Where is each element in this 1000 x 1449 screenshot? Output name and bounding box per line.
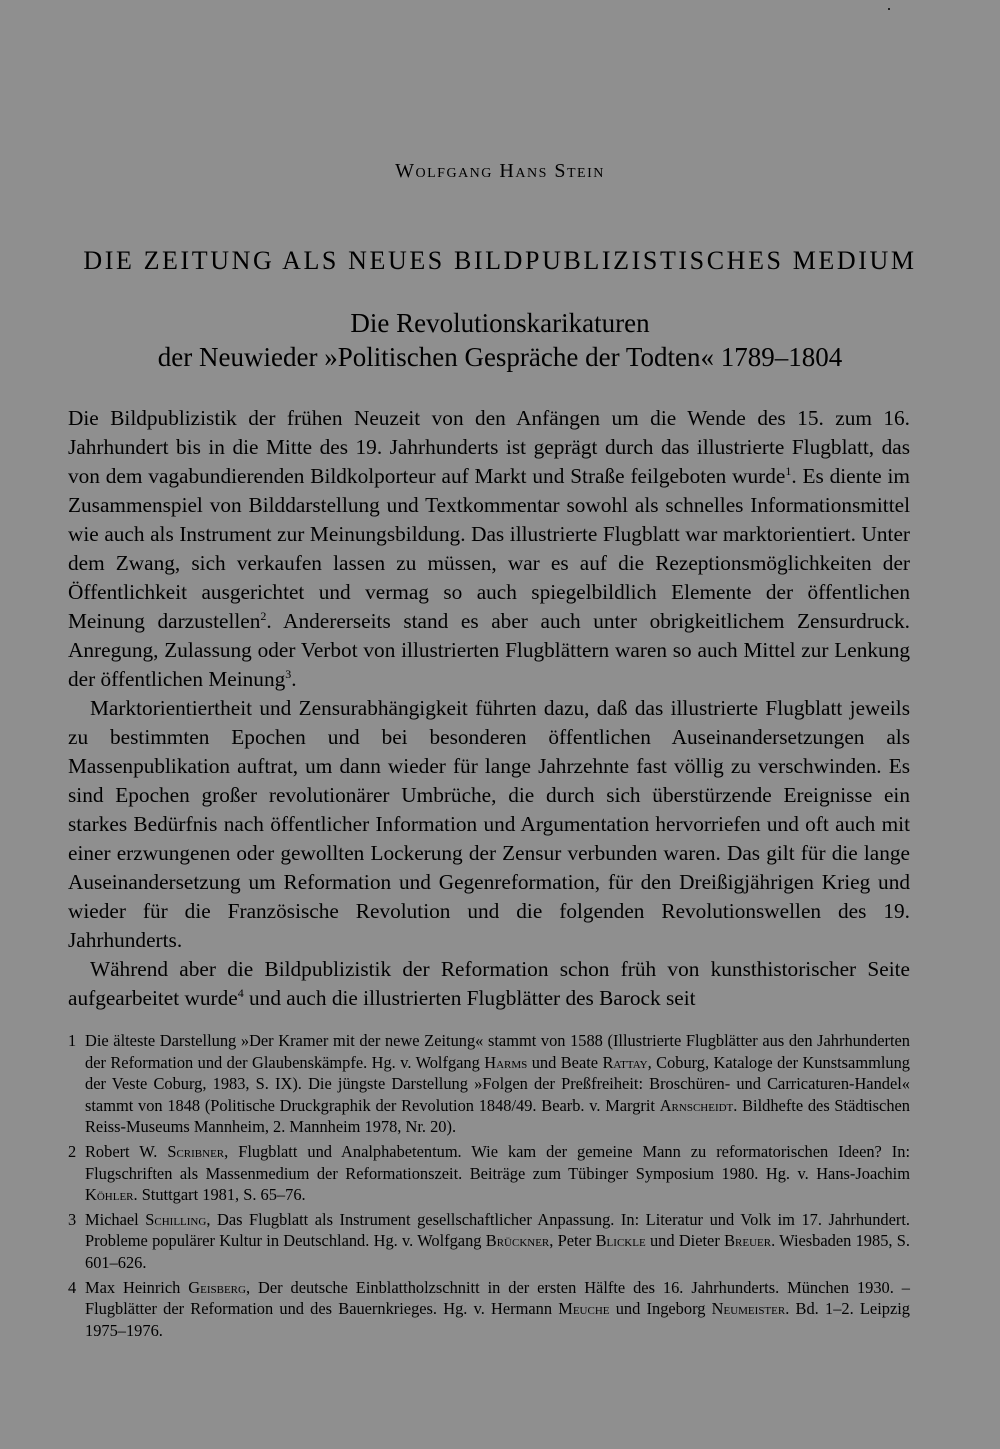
author-name: Wolfgang Hans Stein (395, 160, 605, 182)
footnote-name: Meuche (558, 1299, 610, 1319)
body-text (68, 404, 910, 1013)
footnote-text: , Flugblatt und Analphabetentum. Wie kam der gemeine Mann zu reformatorischen Ideen? In: Flugschriften als Massenmedium der Reformationszeit. Beiträge zum Tübinger Symposium 1980. Hg. v. Hans-Joachim (85, 1141, 911, 1183)
footnote-name: Köhler (85, 1185, 134, 1205)
footnote-text: Robert W. (85, 1141, 168, 1161)
footnote-name: Brückner (485, 1231, 550, 1251)
footnote-text: Die älteste Darstellung »Der Kramer mit der newe Zeitung« stammt von 1588 (Illustrierte Flugblätter aus den Jahrhunderten der Reformation und der Glaubenskämpfe. Hg. v. Wolfgang (85, 1031, 910, 1072)
footnote-text: Max Heinrich (85, 1277, 189, 1297)
footnote-ref: 1 (785, 464, 792, 478)
paragraph-text: Marktorientiertheit und Zensurabhängigkeit führten dazu, daß das illustrierte Flugblatt jeweils zu bestimmten Epochen und bei besonderen öffentlichen Auseinandersetzungen als Massenpublikation auftrat, um dann wieder für lange Jahrzehnte fast völlig zu verschwinden. Es sind Epochen großer revolutionärer Umbrüche, die durch sich überstürzende Ereignisse ein starkes Bedürfnis nach öffentlicher Information und Argumentation hervorriefen und oft auch mit einer erzwungenen oder gewollten Lockerung der Zensur verbunden waren. Das gilt für die lange Auseinandersetzung um Reformation und Gegenreformation, für den Dreißigjährigen Krieg und wieder für die Französische Revolution und die folgenden Revolutionswellen des 19. Jahrhunderts. (68, 696, 910, 952)
scan-speck (888, 8, 890, 10)
footnote-name: Schilling (145, 1209, 207, 1229)
footnote-name: Scribner (167, 1141, 225, 1161)
footnote-number: 1 (68, 1031, 77, 1050)
footnote-name: Neumeister (711, 1299, 786, 1319)
footnote-ref: 3 (285, 667, 292, 681)
paragraph-text: . Andererseits stand es aber auch unter obrigkeitlichem Zensurdruck. Anregung, Zulassung oder Verbot von illustrierten Flugblättern waren so auch Mittel zur Lenkung der öffentlichen Meinung (68, 609, 910, 691)
footnote-text: , Peter (549, 1231, 596, 1251)
footnote-number: 4 (68, 1277, 77, 1297)
paragraph-text: . Es diente im Zusammenspiel von Bilddarstellung und Textkommentar sowohl als schnelles Informationsmittel wie auch als Instrument zur Meinungsbildung. Das illustrierte Flugblatt war marktorientiert. Unter dem Zwang, sich verkaufen lassen zu müssen, war es auf die Rezeptionsmöglichkeiten der Öffentlichkeit ausgerichtet und vermag so auch spiegelbildlich Elemente der öffentlichen Meinung darzustellen (68, 464, 910, 633)
footnote-ref: 4 (237, 986, 244, 1000)
footnote-name: Geisberg (188, 1277, 246, 1297)
footnote-name: Breuer (724, 1231, 772, 1251)
footnotes (68, 1030, 910, 1344)
footnote-name: Arnscheidt (659, 1095, 734, 1115)
footnote-ref: 2 (260, 609, 267, 623)
paragraph (68, 404, 910, 694)
paragraph-text: Während aber die Bildpublizistik der Reformation schon früh von kunsthistorischer Seite aufgearbeitet wurde (68, 957, 910, 1010)
article-title: DIE ZEITUNG ALS NEUES BILDPUBLIZISTISCHES MEDIUM (83, 246, 917, 275)
footnote-text: , Coburg, Kataloge der Kunstsammlung der Veste Coburg, 1983, S. IX). Die jüngste Darstellung »Folgen der Preßfreiheit: Broschüren- und Carricaturen-Handel« stammt von 1848 (Politische Druckgraphik der Revolution 1848/49. Bearb. v. Margrit (85, 1052, 910, 1115)
paragraph-text: Die Bildpublizistik der frühen Neuzeit von den Anfängen um die Wende des 15. zum 16. Jahrhundert bis in die Mitte des 19. Jahrhunderts ist geprägt durch das illustrierte Flugblatt, das von dem vagabundierenden Bildkolporteur auf Markt und Straße feilgeboten wurde (68, 406, 910, 488)
subtitle-line-1: Die Revolutionskarikaturen (350, 308, 650, 338)
footnote-text: und Ingeborg (609, 1299, 712, 1319)
paragraph-text: . (291, 667, 297, 691)
footnote-name: Rattay (602, 1052, 648, 1072)
subtitle-line-2: der Neuwieder »Politischen Gespräche der Todten« 1789–1804 (157, 342, 843, 372)
footnote (68, 1209, 910, 1274)
paragraph (68, 955, 910, 1013)
paragraph-text: und auch die illustrierten Flugblätter des Barock seit (243, 986, 696, 1010)
footnote-text: . Stuttgart 1981, S. 65–76. (133, 1185, 306, 1205)
footnote (68, 1030, 910, 1138)
footnote-text: . Wiesbaden 1985, S. 601–626. (85, 1231, 910, 1272)
footnote-name: Blickle (595, 1231, 646, 1251)
footnote-text: Michael (85, 1209, 146, 1229)
footnote-number: 2 (68, 1141, 77, 1161)
article-subtitle (0, 306, 1000, 374)
footnote-text: und Beate (527, 1052, 603, 1072)
footnote (68, 1277, 910, 1342)
footnote (68, 1141, 910, 1206)
footnote-text: . Bd. 1–2. Leipzig 1975–1976. (85, 1299, 910, 1340)
footnote-text: , Der deutsche Einblattholzschnitt in der ersten Hälfte des 16. Jahrhunderts. München 1930. – Flugblätter der Reformation und des Bauernkrieges. Hg. v. Hermann (85, 1277, 910, 1319)
footnote-text: , Das Flugblatt als Instrument gesellschaftlicher Anpassung. In: Literatur und Volk im 17. Jahrhundert. Probleme populärer Kultur in Deutschland. Hg. v. Wolfgang (85, 1209, 910, 1251)
footnote-text: . Bildhefte des Städtischen Reiss-Museums Mannheim, 2. Mannheim 1978, Nr. 20). (85, 1095, 910, 1137)
footnote-number: 3 (68, 1209, 77, 1229)
paragraph (68, 694, 910, 955)
footnote-text: und Dieter (645, 1231, 725, 1251)
footnote-name: Harms (484, 1052, 528, 1072)
